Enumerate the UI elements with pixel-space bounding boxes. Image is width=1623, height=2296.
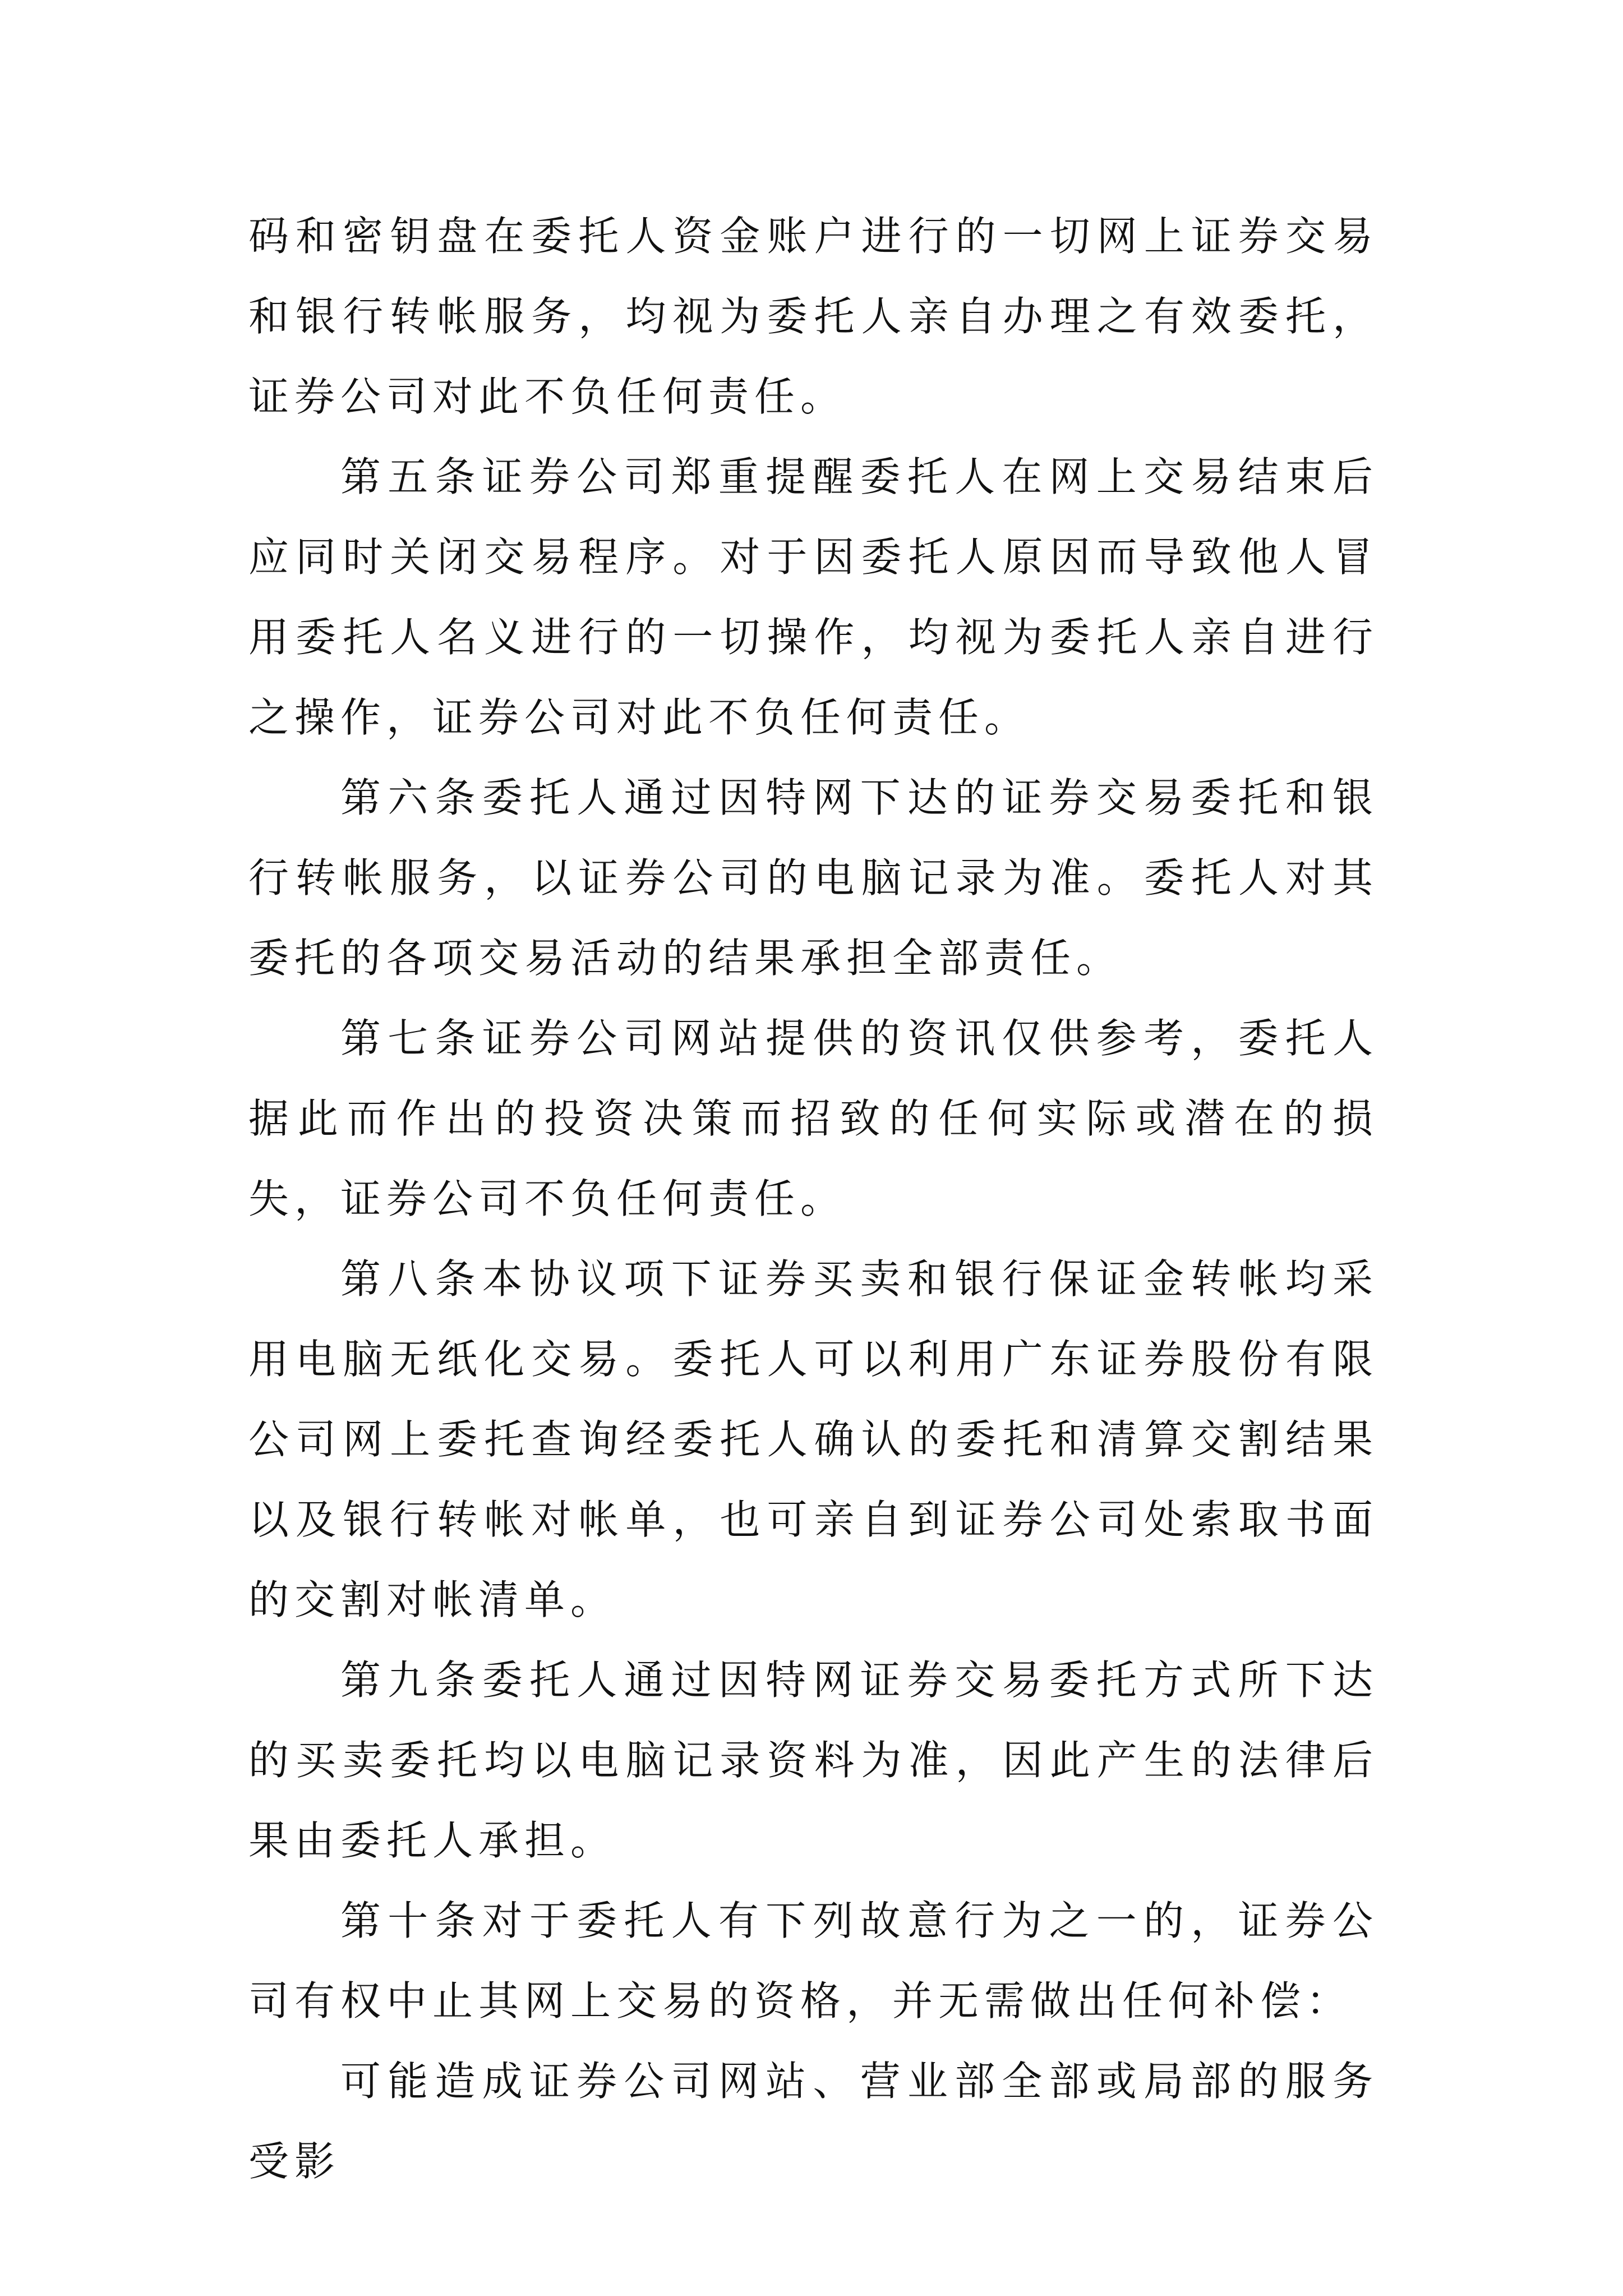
paragraph-clause-1: 可能造成证券公司网站、营业部全部或局部的服务受影 bbox=[248, 2058, 1378, 2185]
paragraph-article-9: 第九条委托人通过因特网证券交易委托方式所下达的买卖委托均以电脑记录资料为准，因此产生的法律后果由委托人承担。 bbox=[248, 1657, 1378, 1864]
paragraph-article-8: 第八条本协议项下证券买卖和银行保证金转帐均采用电脑无纸化交易。委托人可以利用广东证券股份有限公司网上委托查询经委托人确认的委托和清算交割结果以及银行转帐对帐单，也可亲自到证券公司处索取书面的交割对帐清单。 bbox=[248, 1255, 1378, 1623]
document-body bbox=[248, 196, 1378, 2202]
paragraph-article-7: 第七条证券公司网站提供的资讯仅供参考，委托人据此而作出的投资决策而招致的任何实际或潜在的损失，证券公司不负任何责任。 bbox=[248, 1015, 1378, 1222]
paragraph-continuation: 码和密钥盘在委托人资金账户进行的一切网上证券交易和银行转帐服务，均视为委托人亲自办理之有效委托，证券公司对此不负任何责任。 bbox=[248, 213, 1378, 420]
paragraph-article-5: 第五条证券公司郑重提醒委托人在网上交易结束后应同时关闭交易程序。对于因委托人原因而导致他人冒用委托人名义进行的一切操作，均视为委托人亲自进行之操作，证券公司对此不负任何责任。 bbox=[248, 453, 1378, 741]
paragraph-article-6: 第六条委托人通过因特网下达的证券交易委托和银行转帐服务，以证券公司的电脑记录为准。委托人对其委托的各项交易活动的结果承担全部责任。 bbox=[248, 774, 1378, 982]
paragraph-article-10: 第十条对于委托人有下列故意行为之一的，证券公司有权中止其网上交易的资格，并无需做出任何补偿： bbox=[248, 1897, 1378, 2024]
